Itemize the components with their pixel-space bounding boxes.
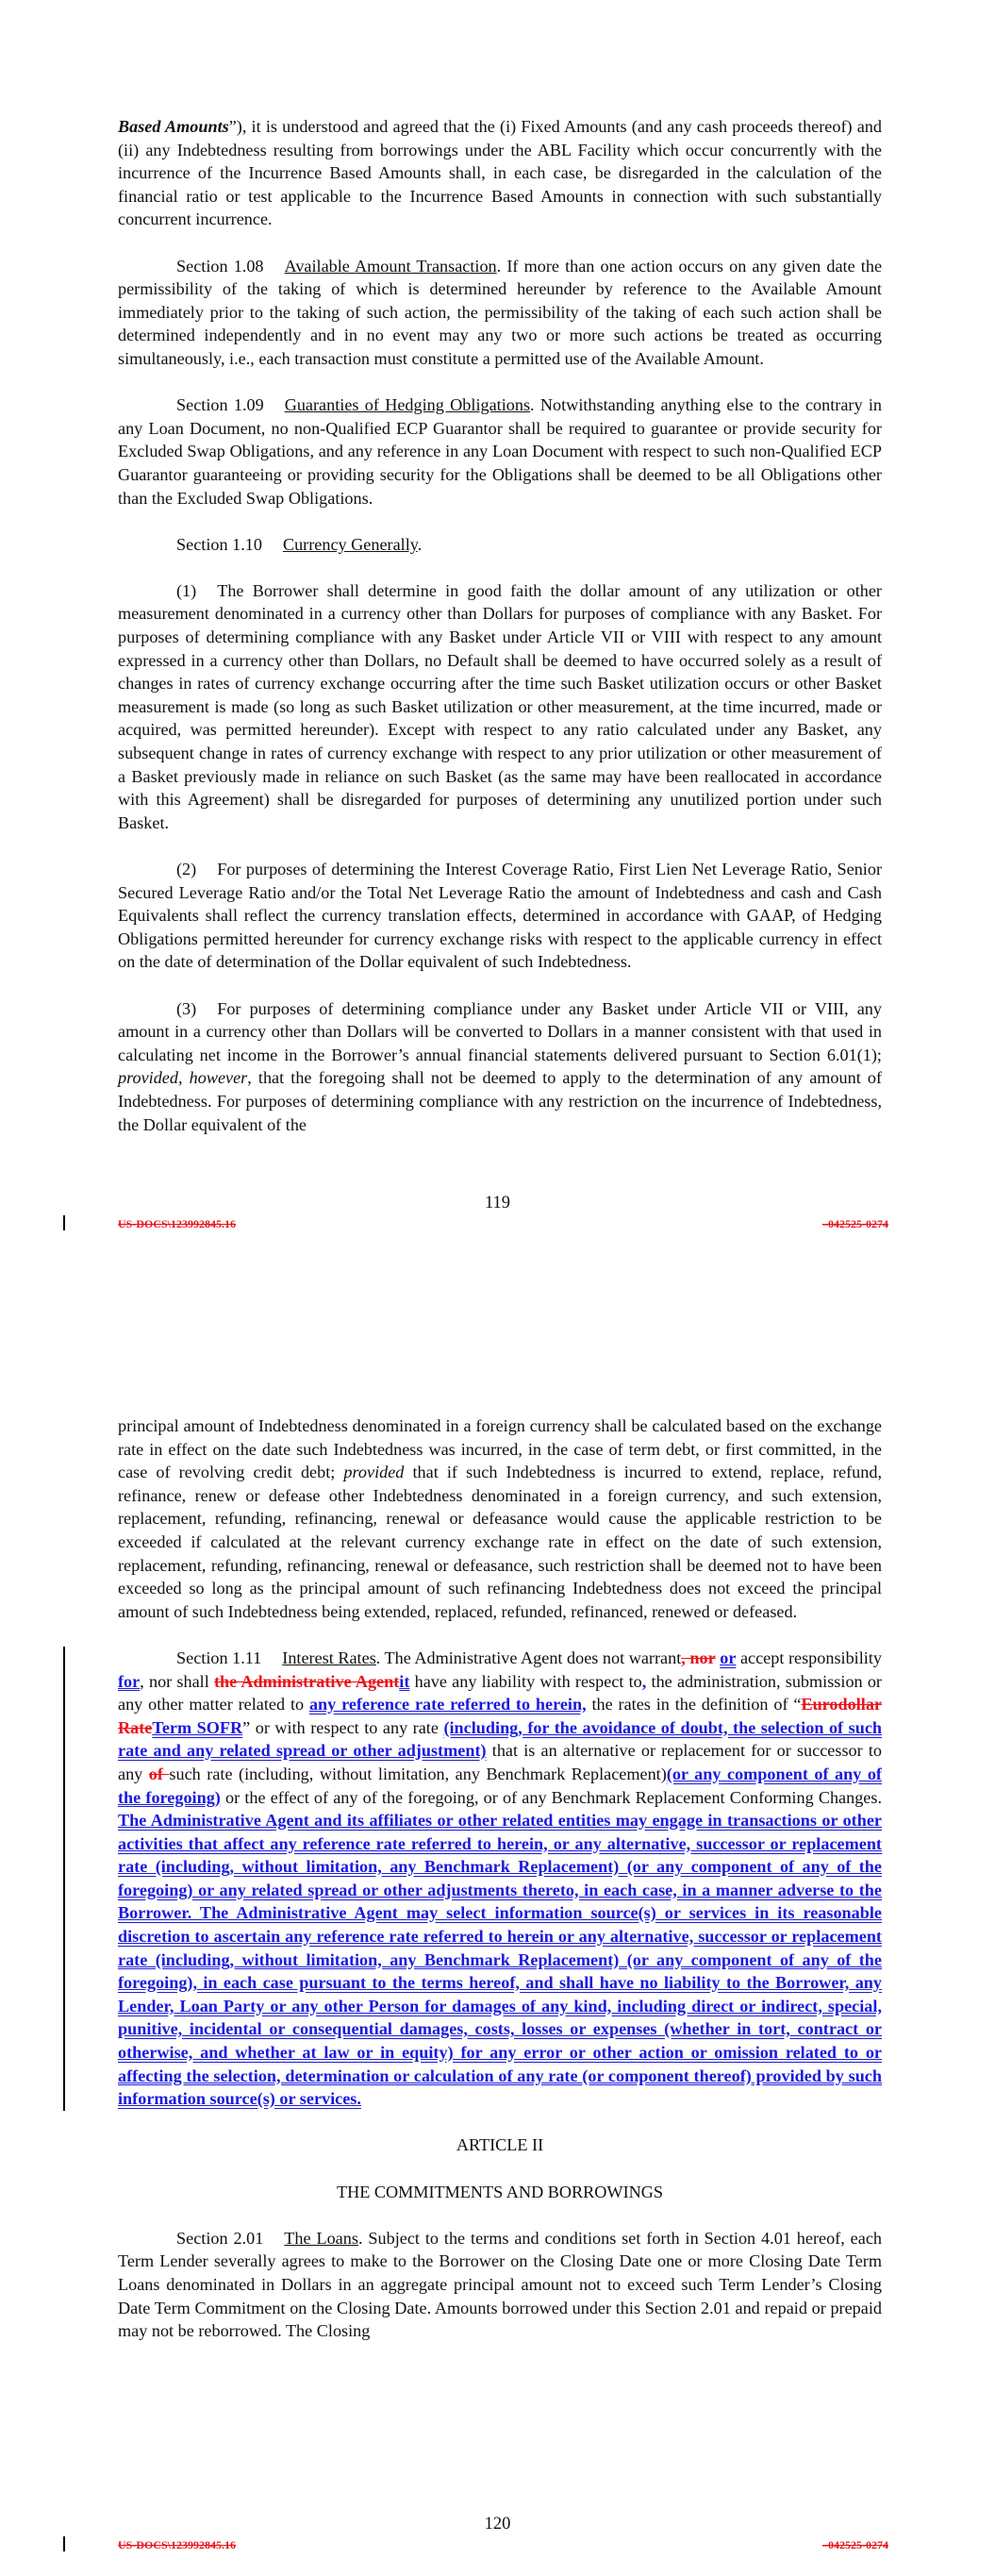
text: the administration, submission or any other matter related to <box>118 1671 882 1715</box>
paragraph <box>118 115 882 231</box>
section-title: Available Amount Transaction <box>284 256 497 276</box>
deleted-text: , nor <box>681 1648 716 1667</box>
text: . Notwithstanding anything else to the contrary in any Loan Document, no non-Qualified ECP Guarantor shall be required to guarantee or provide security for Excluded Swap Obligations, and any reference in any Loan Document with respect to such non-Qualified ECP Guarantor guaranteeing or providing security for the Obligations shall be deemed to be all Obligations other than the Excluded Swap Obligations. <box>118 395 882 508</box>
page-number: 120 <box>484 2515 511 2534</box>
inserted-text: The Administrative Agent and its affiliates or other related entities may engage in transactions or other activities that affect any reference rate referred to herein, or any alternative, successor or replacement rate (including, without limitation, any Benchmark Replacement) (or any component of any of the foregoing) or any related spread or other adjustments thereto, in each case, in a manner adverse to the Borrower. The Administrative Agent may select information source(s) or services in its reasonable discretion to ascertain any reference rate referred to herein or any alternative, successor or replacement rate (including, without limitation, any Benchmark Replacement) (or any component of any of the foregoing), in each case pursuant to the terms hereof, and shall have no liability to the Borrower, any Lender, Loan Party or any other Person for damages of any kind, including direct or indirect, special, punitive, incidental or consequential damages, costs, losses or expenses (whether in tort, contract or otherwise, and whether at law or in equity) for any error or other action or omission related to or affecting the selection, determination or calculation of any rate (or component thereof) provided by such information source(s) or services. <box>118 1811 882 2109</box>
page-number: 119 <box>484 1194 511 1213</box>
change-bar <box>63 1647 65 2111</box>
text: ” or with respect to any rate <box>242 1717 444 1737</box>
text: For purposes of determining compliance under any Basket under Article VII or VIII, any amount in a currency other than Dollars will be converted to Dollars in a manner consistent with that used in calculating net income in the Borrower’s annual financial statements delivered pursuant to Section 6.01(1); <box>118 998 882 1064</box>
text: . Subject to the terms and conditions set forth in Section 4.01 hereof, each Term Lender severally agrees to make to the Borrower on the Closing Date one or more Closing Date Term Loans denominated in Dollars in an aggregate principal amount not to exceed such Term Lender’s Closing Date Term Commitment on the Closing Date. Amounts borrowed under this Section 2.01 and repaid or prepaid may not be reborrowed. The Closing <box>118 2228 882 2341</box>
defined-term: Based Amounts <box>118 117 229 136</box>
section-paragraph <box>118 2227 882 2343</box>
text: . <box>417 534 423 554</box>
text: The Borrower shall determine in good faith the dollar amount of any utilization or other measurement denominated in a currency other than Dollars for purposes of compliance with any Basket. For purposes of determining compliance with any Basket under Article VII or VIII with respect to any amount expressed in a currency other than Dollars, no Default shall be deemed to have occurred solely as a result of changes in rates of currency exchange occurring after the time such Basket utilization occurs or other Basket measurement is made (so long as such Basket utilization or other measurement, at the time incurred, made or acquired, was permitted hereunder). Except with respect to any ratio calculated under any Basket, any subsequent change in rates of currency exchange with respect to any prior utilization or other measurement of a Basket previously made in reliance on such Basket (as the same may have been reallocated in accordance with this Agreement) shall be disregarded for purposes of determining any unutilized portion under such Basket. <box>118 580 882 832</box>
section-paragraph <box>118 393 882 510</box>
article-heading <box>118 2181 882 2204</box>
section-number: (3) <box>176 998 197 1018</box>
section-title: The Loans <box>284 2228 358 2248</box>
inserted-text: Term SOFR <box>152 1717 243 1737</box>
section-title: Interest Rates <box>282 1648 376 1667</box>
section-paragraph <box>118 579 882 835</box>
inserted-text: any reference rate referred to herein, <box>308 1695 587 1715</box>
footer-doc-number: –042525-0274 <box>822 1217 888 1230</box>
inserted-text: or <box>720 1648 737 1667</box>
section-number: Section 1.08 <box>176 256 264 276</box>
text: principal amount of Indebtedness denominated in a foreign currency shall be calculated based on the exchange rate in effect on the date such Indebtedness was incurred, in the case of term debt, or first committed, in the case of revolving credit debt; <box>118 1416 882 1482</box>
deleted-text: Eurodollar Rate <box>118 1695 883 1737</box>
italic-text: provided <box>343 1463 405 1482</box>
text: ”), it is understood and agreed that the (i) Fixed Amounts (and any cash proceeds thereof) and (ii) any Indebtedness resulting from borrowings under the ABL Facility which occur concurrently with the incurrence of the Incurrence Based Amounts shall, in each case, be disregarded in the calculation of the financial ratio or test applicable to the Incurrence Based Amounts in connection with such substantially concurrent incurrence. <box>118 117 882 229</box>
inserted-text: , <box>641 1671 647 1691</box>
section-paragraph <box>118 997 882 1137</box>
text: , <box>177 1068 190 1088</box>
inserted-text: (including, for the avoidance of doubt, the selection of such rate and any related spread or other adjustment) <box>118 1717 883 1761</box>
section-number: (2) <box>176 860 197 878</box>
text: that if such Indebtedness is incurred to extend, replace, refund, refinance, renew or defease other Indebtedness denominated in a foreign currency, and such extension, replacement, refunding, refinancing, renewal or defeasance would cause the applicable restriction to be exceeded if calculated at the relevant currency exchange rate in effect on the date of such extension, replacement, refunding, refinancing, renewal or defeasance, such restriction shall be deemed not to have been exceeded so long as the principal amount of such refinancing Indebtedness does not exceed the principal amount of such Indebtedness being extended, replaced, refunded, refinanced, renewed or defeased. <box>118 1463 883 1621</box>
section-title: Currency Generally <box>282 534 418 554</box>
article-heading <box>118 2133 882 2157</box>
text: . The Administrative Agent does not warrant <box>375 1648 682 1667</box>
section-paragraph <box>118 858 882 974</box>
text: the rates in the definition of “ <box>586 1695 802 1715</box>
inserted-text: (or any component of any of the foregoing) <box>118 1764 882 1807</box>
page-body <box>118 1414 882 2366</box>
deleted-text: the Administrative Agent <box>213 1671 400 1691</box>
text: . If more than one action occurs on any given date the permissibility of the taking of which is determined hereunder by reference to the Available Amount immediately prior to the taking of such action, the permissibility of the taking of each such action shall be determined independently and in no event may any two or more such actions be treated as occurring simultaneously, i.e., each transaction must constitute a permitted use of the Available Amount. <box>118 256 883 368</box>
inserted-text: it <box>399 1671 410 1691</box>
text: accept responsibility <box>736 1648 882 1667</box>
section-number: Section 1.09 <box>176 395 264 415</box>
document-page-120 <box>0 1397 995 2576</box>
change-bar <box>63 2536 65 2551</box>
italic-text: provided <box>118 1068 178 1088</box>
section-paragraph <box>118 255 882 371</box>
section-number: Section 2.01 <box>176 2228 264 2248</box>
footer-doc-id: US-DOCS\123992845.16 <box>118 1217 237 1230</box>
text: such rate (including, without limitation, any Benchmark Replacement) <box>169 1764 667 1783</box>
change-bar <box>63 1215 65 1230</box>
paragraph <box>118 1414 882 1623</box>
text: ARTICLE II <box>456 2135 544 2155</box>
text: THE COMMITMENTS AND BORROWINGS <box>336 2182 664 2201</box>
section-paragraph <box>118 1647 882 2111</box>
section-number: Section 1.11 <box>176 1648 262 1667</box>
section-paragraph <box>118 533 882 557</box>
section-number: Section 1.10 <box>176 534 262 554</box>
text: , that the foregoing shall not be deemed to apply to the determination of any amount of Indebtedness. For purposes of determining compliance with any restriction on the incurrence of Indebtedness, the Dollar equivalent of the <box>118 1068 882 1134</box>
footer-doc-id: US-DOCS\123992845.16 <box>118 2538 237 2551</box>
text: or the effect of any of the foregoing, or of any Benchmark Replacement Conforming Changes. <box>220 1787 882 1807</box>
page-body <box>118 115 882 1160</box>
text: that is an alternative or replacement for or successor to any <box>118 1741 883 1783</box>
footer-doc-number: –042525-0274 <box>822 2538 888 2551</box>
deleted-text: of <box>148 1764 170 1783</box>
section-title: Guaranties of Hedging Obligations <box>284 395 531 415</box>
section-number: (1) <box>176 580 197 600</box>
italic-text: however <box>189 1068 248 1088</box>
inserted-text: for <box>118 1671 141 1691</box>
text: , nor shall <box>140 1671 214 1691</box>
text: have any liability with respect to <box>409 1671 642 1691</box>
text: For purposes of determining the Interest Coverage Ratio, First Lien Net Leverage Ratio, Senior Secured Leverage Ratio and/or the Total Net Leverage Ratio the amount of Indebtedness and cash and Cash Equivalents shall reflect the currency translation effects, determined in accordance with GAAP, of Hedging Obligations permitted hereunder for currency exchange risks with respect to the applicable currency in effect on the date of determination of the Dollar equivalent of such Indebtedness. <box>118 860 882 972</box>
